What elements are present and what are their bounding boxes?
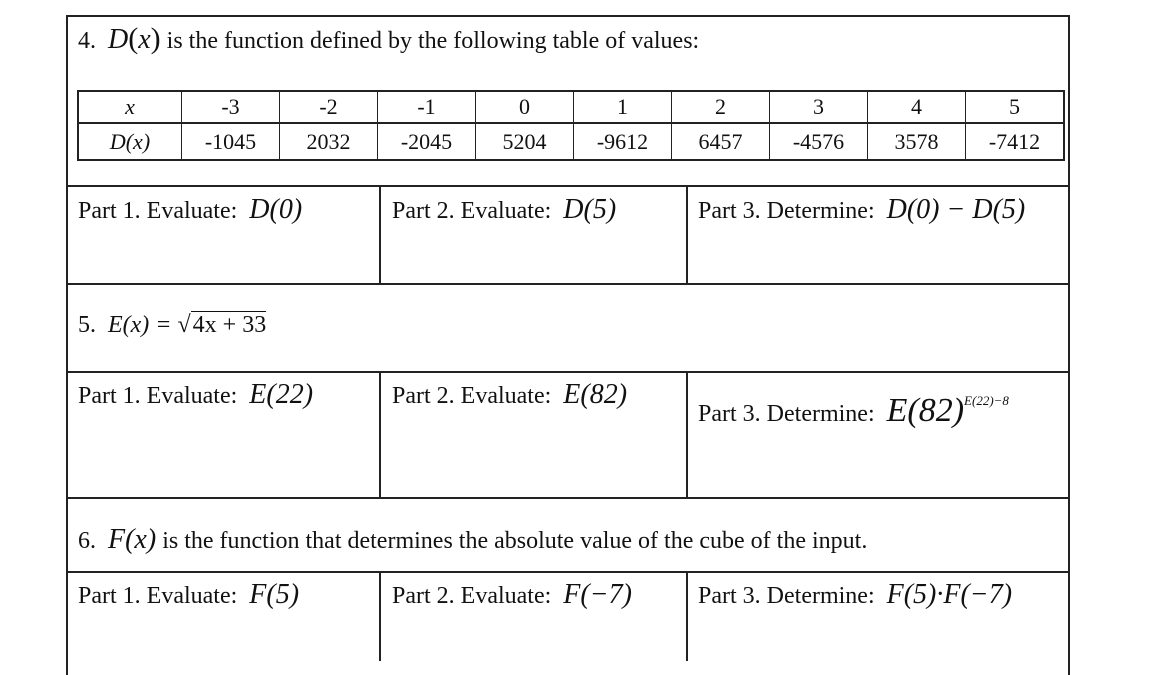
table-cell: -4576	[770, 123, 868, 160]
divider	[66, 371, 1070, 373]
part-label: Part 2. Evaluate:	[392, 198, 552, 224]
column-divider	[379, 371, 381, 497]
part-label: Part 2. Evaluate:	[392, 583, 552, 609]
column-divider	[379, 571, 381, 661]
function-lhs: E(x) =	[108, 312, 172, 338]
column-divider	[379, 185, 381, 283]
table-header-x: x	[78, 91, 182, 123]
q6-part-2	[392, 581, 632, 609]
table-cell: -9612	[574, 123, 672, 160]
exponent: E(22)−8	[964, 393, 1009, 408]
question-4-prompt: 4. D(x) is the function defined by the following table of values:	[78, 22, 700, 55]
q6-part-1	[78, 581, 299, 609]
table-cell: 4	[868, 91, 966, 123]
divider	[66, 571, 1070, 573]
column-divider	[686, 571, 688, 661]
q5-part-3	[698, 394, 1009, 428]
part-expression: F(5)·F(−7)	[886, 579, 1013, 610]
function-variable: x	[138, 24, 151, 55]
part-label: Part 1. Evaluate:	[78, 198, 238, 224]
table-row-d	[78, 123, 1064, 160]
q5-part-2	[392, 381, 627, 409]
table-cell: 2	[672, 91, 770, 123]
table-cell: -2	[280, 91, 378, 123]
part-expression: E(82)	[563, 379, 628, 410]
part-label: Part 2. Evaluate:	[392, 383, 552, 409]
table-cell: 1	[574, 91, 672, 123]
radicand: 4x + 33	[192, 312, 267, 338]
table-cell: -2045	[378, 123, 476, 160]
part-expression: E(82)	[886, 392, 965, 429]
table-cell: -1	[378, 91, 476, 123]
divider	[66, 185, 1070, 187]
part-label: Part 1. Evaluate:	[78, 583, 238, 609]
question-5-prompt	[78, 313, 266, 337]
square-root: √4x + 33	[177, 312, 267, 338]
q4-part-1	[78, 196, 302, 224]
part-label: Part 1. Evaluate:	[78, 383, 238, 409]
table-cell: 5	[966, 91, 1065, 123]
part-expression: D(5)	[563, 194, 617, 225]
column-divider	[686, 371, 688, 497]
part-label: Part 3. Determine:	[698, 583, 875, 609]
part-expression: D(0)	[249, 194, 303, 225]
part-expression: F(−7)	[563, 579, 632, 610]
table-cell: 2032	[280, 123, 378, 160]
table-cell: 3	[770, 91, 868, 123]
values-table	[77, 90, 1065, 161]
divider	[66, 497, 1070, 499]
table-cell: -3	[182, 91, 280, 123]
part-expression: F(5)	[249, 579, 300, 610]
table-row-x	[78, 91, 1064, 123]
part-label: Part 3. Determine:	[698, 401, 875, 427]
q5-part-1	[78, 381, 313, 409]
q6-part-3	[698, 581, 1012, 609]
question-6-prompt	[78, 526, 867, 554]
question-number: 6.	[78, 528, 96, 554]
question-number: 5.	[78, 312, 96, 338]
table-cell: 3578	[868, 123, 966, 160]
q4-part-2	[392, 196, 616, 224]
divider	[66, 283, 1070, 285]
part-expression: E(22)	[249, 379, 314, 410]
function-name: F(x)	[108, 524, 157, 555]
table-cell: 6457	[672, 123, 770, 160]
table-cell: -7412	[966, 123, 1065, 160]
table-cell: 0	[476, 91, 574, 123]
table-cell: 5204	[476, 123, 574, 160]
table-header-d: D(x)	[78, 123, 182, 160]
table-cell: -1045	[182, 123, 280, 160]
question-text: is the function that determines the absolute value of the cube of the input.	[162, 528, 868, 554]
column-divider	[686, 185, 688, 283]
question-text: is the function defined by the following table of values:	[166, 28, 700, 54]
part-expression: D(0) − D(5)	[886, 194, 1026, 225]
question-number: 4.	[78, 28, 96, 54]
q4-part-3	[698, 196, 1025, 224]
function-name: D	[108, 24, 129, 55]
part-label: Part 3. Determine:	[698, 198, 875, 224]
